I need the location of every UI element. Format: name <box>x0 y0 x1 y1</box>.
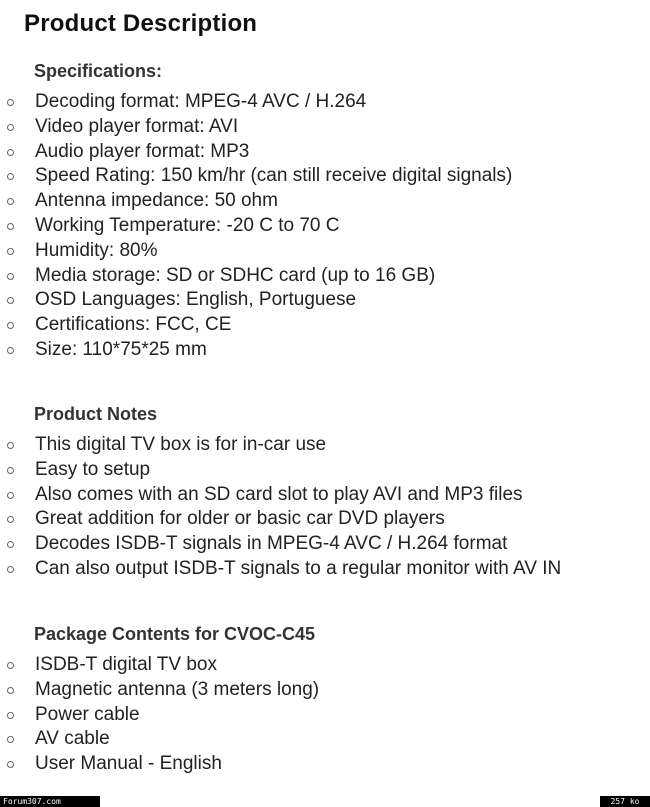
product-notes-section <box>0 403 650 582</box>
list-item <box>0 557 650 582</box>
list-item-text: ISDB-T digital TV box <box>35 654 217 675</box>
bullet-icon <box>7 124 14 131</box>
package-contents-section <box>0 623 650 777</box>
specifications-list <box>0 90 650 363</box>
list-item <box>0 483 650 508</box>
list-item <box>0 115 650 140</box>
product-notes-list <box>0 433 650 582</box>
specifications-section <box>0 60 650 363</box>
list-item-text: Working Temperature: -20 C to 70 C <box>35 214 340 236</box>
list-item-text: Video player format: AVI <box>35 115 239 137</box>
list-item-text: Great addition for older or basic car DVD players <box>35 508 445 530</box>
list-item <box>0 288 650 313</box>
list-item <box>0 752 650 777</box>
list-item <box>0 532 650 557</box>
bullet-icon <box>7 687 14 694</box>
list-item <box>0 458 650 483</box>
list-item <box>0 313 650 338</box>
bullet-icon <box>7 492 14 499</box>
list-item-text: Decodes ISDB-T signals in MPEG-4 AVC / H.264 format <box>35 533 508 555</box>
bullet-icon <box>7 99 14 106</box>
specifications-heading: Specifications: <box>34 61 163 81</box>
list-item-text: User Manual - English <box>35 753 222 775</box>
product-notes-heading: Product Notes <box>34 404 158 424</box>
file-size-label: 257 ko <box>600 796 650 807</box>
bullet-icon <box>7 223 14 230</box>
watermark-site-label: Forum307.com <box>0 796 100 807</box>
list-item-text: Speed Rating: 150 km/hr (can still receive digital signals) <box>35 165 513 187</box>
list-item-text: Audio player format: MP3 <box>35 140 250 162</box>
list-item-text: Can also output ISDB-T signals to a regular monitor with AV IN <box>35 557 562 579</box>
list-item-text: Media storage: SD or SDHC card (up to 16 GB) <box>35 264 436 286</box>
list-item-text: Size: 110*75*25 mm <box>35 338 207 360</box>
list-item <box>0 678 650 703</box>
bullet-icon <box>7 173 14 180</box>
list-item <box>0 338 650 363</box>
list-item <box>0 214 650 239</box>
bullet-icon <box>7 322 14 329</box>
list-item-text: Decoding format: MPEG-4 AVC / H.264 <box>35 91 367 112</box>
bullet-icon <box>7 541 14 548</box>
bullet-icon <box>7 761 14 768</box>
package-contents-list <box>0 653 650 777</box>
list-item-text: OSD Languages: English, Portuguese <box>35 289 357 311</box>
bullet-icon <box>7 198 14 205</box>
list-item <box>0 727 650 752</box>
bullet-icon <box>7 442 14 449</box>
list-item-text: Antenna impedance: 50 ohm <box>35 190 278 212</box>
package-contents-heading: Package Contents for CVOC-C45 <box>34 624 316 644</box>
bullet-icon <box>7 467 14 474</box>
bullet-icon <box>7 516 14 523</box>
list-item <box>0 239 650 264</box>
list-item-text: Certifications: FCC, CE <box>35 314 232 336</box>
list-item <box>0 164 650 189</box>
list-item <box>0 703 650 728</box>
list-item <box>0 653 650 678</box>
list-item-text: Power cable <box>35 703 140 725</box>
list-item <box>0 90 650 115</box>
list-item <box>0 507 650 532</box>
bullet-icon <box>7 347 14 354</box>
list-item <box>0 264 650 289</box>
list-item-text: AV cable <box>35 728 110 750</box>
list-item-text: Easy to setup <box>35 458 151 480</box>
page-title: Product Description <box>24 10 258 37</box>
bullet-icon <box>7 248 14 255</box>
list-item <box>0 140 650 165</box>
bullet-icon <box>7 273 14 280</box>
list-item-text: Humidity: 80% <box>35 239 158 261</box>
bullet-icon <box>7 566 14 573</box>
bullet-icon <box>7 662 14 669</box>
bullet-icon <box>7 736 14 743</box>
list-item-text: Magnetic antenna (3 meters long) <box>35 678 320 700</box>
list-item <box>0 189 650 214</box>
bullet-icon <box>7 149 14 156</box>
bullet-icon <box>7 712 14 719</box>
list-item <box>0 433 650 458</box>
list-item-text: This digital TV box is for in-car use <box>35 434 327 455</box>
list-item-text: Also comes with an SD card slot to play AVI and MP3 files <box>35 483 523 505</box>
bullet-icon <box>7 297 14 304</box>
